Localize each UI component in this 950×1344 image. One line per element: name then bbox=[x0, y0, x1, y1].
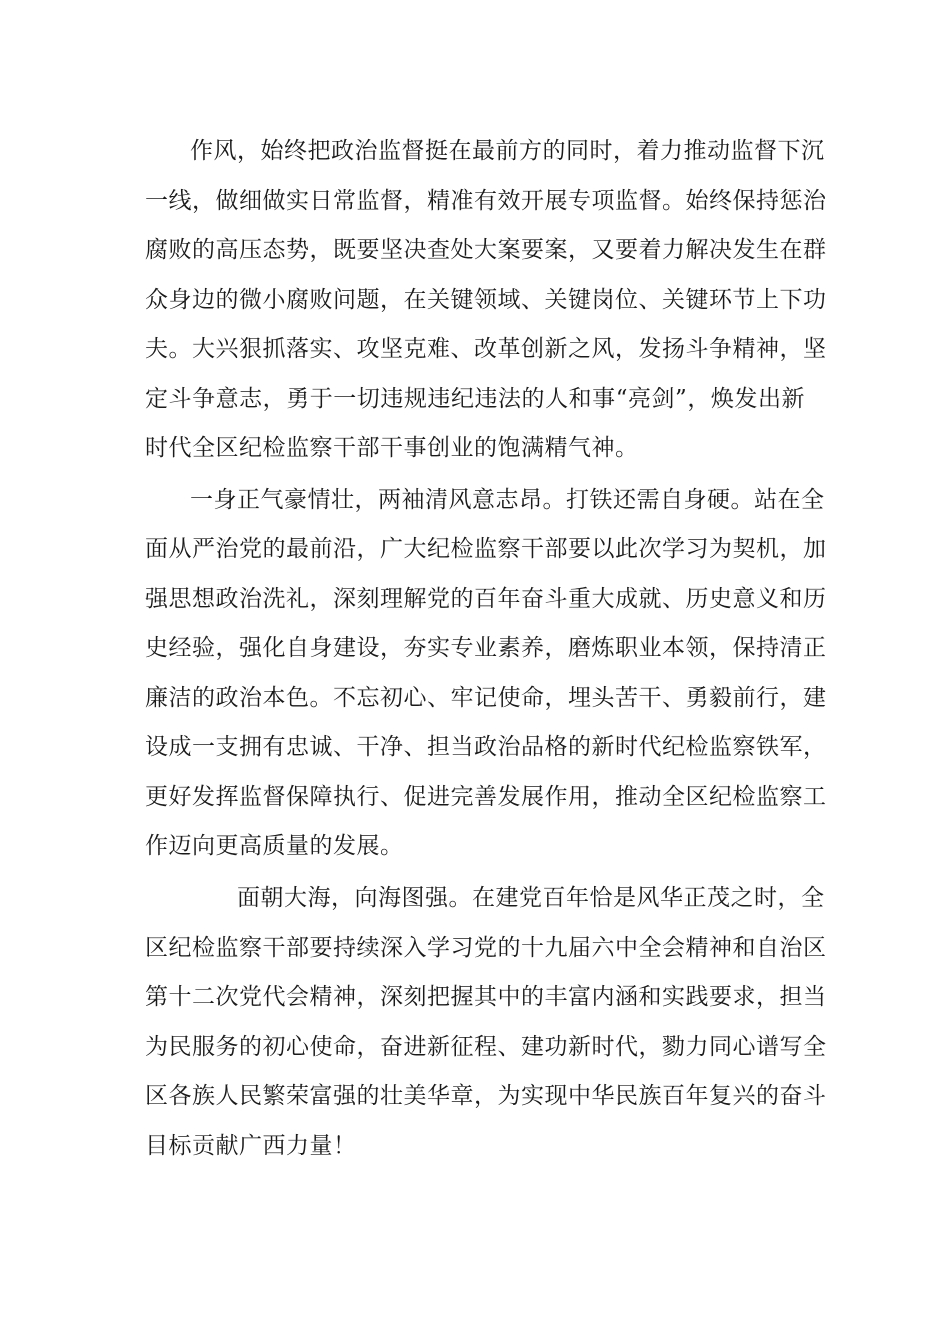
paragraph-3-line-1: 面朝大海，向海图强。在建党百年恰是风华正茂之时，全 bbox=[237, 885, 825, 911]
paragraph-1-line-2: 一线，做细做实日常监督，精准有效开展专项监督。始终保持惩治 bbox=[145, 188, 827, 214]
paragraph-2-line-2: 面从严治党的最前沿，广大纪检监察干部要以此次学习为契机，加 bbox=[145, 536, 827, 562]
paragraph-1-line-4: 众身边的微小腐败问题，在关键领域、关键岗位、关键环节上下功 bbox=[145, 287, 827, 313]
paragraph-2-line-5: 廉洁的政治本色。不忘初心、牢记使命，埋头苦干、勇毅前行，建 bbox=[145, 685, 827, 711]
paragraph-2-line-1: 一身正气豪情壮，两袖清风意志昂。打铁还需自身硬。站在全 bbox=[190, 487, 825, 513]
paragraph-3-line-2: 区纪检监察干部要持续深入学习党的十九届六中全会精神和自治区 bbox=[145, 935, 827, 961]
paragraph-2-line-8: 作迈向更高质量的发展。 bbox=[145, 833, 404, 859]
paragraph-3-line-3: 第十二次党代会精神，深刻把握其中的丰富内涵和实践要求，担当 bbox=[145, 984, 827, 1010]
paragraph-2-line-3: 强思想政治洗礼，深刻理解党的百年奋斗重大成就、历史意义和历 bbox=[145, 586, 827, 612]
paragraph-3-line-4: 为民服务的初心使命，奋进新征程、建功新时代，勠力同心谱写全 bbox=[145, 1034, 827, 1060]
paragraph-1-line-3: 腐败的高压态势，既要坚决查处大案要案，又要着力解决发生在群 bbox=[145, 237, 827, 263]
paragraph-2-line-4: 史经验，强化自身建设，夯实专业素养，磨炼职业本领，保持清正 bbox=[145, 635, 827, 661]
paragraph-2-line-7: 更好发挥监督保障执行、促进完善发展作用，推动全区纪检监察工 bbox=[145, 784, 827, 810]
paragraph-1-line-7: 时代全区纪检监察干部干事创业的饱满精气神。 bbox=[145, 435, 639, 461]
paragraph-3-line-6: 目标贡献广西力量！ bbox=[145, 1133, 357, 1159]
paragraph-1-line-1: 作风，始终把政治监督挺在最前方的同时，着力推动监督下沉 bbox=[190, 138, 825, 164]
paragraph-1-line-6: 定斗争意志，勇于一切违规违纪违法的人和事“亮剑”，焕发出新 bbox=[145, 386, 805, 412]
paragraph-1-line-5: 夫。大兴狠抓落实、攻坚克难、改革创新之风，发扬斗争精神，坚 bbox=[145, 336, 827, 362]
paragraph-2-line-6: 设成一支拥有忠诚、干净、担当政治品格的新时代纪检监察铁军， bbox=[145, 734, 827, 760]
paragraph-3-line-5: 区各族人民繁荣富强的壮美华章，为实现中华民族百年复兴的奋斗 bbox=[145, 1083, 827, 1109]
